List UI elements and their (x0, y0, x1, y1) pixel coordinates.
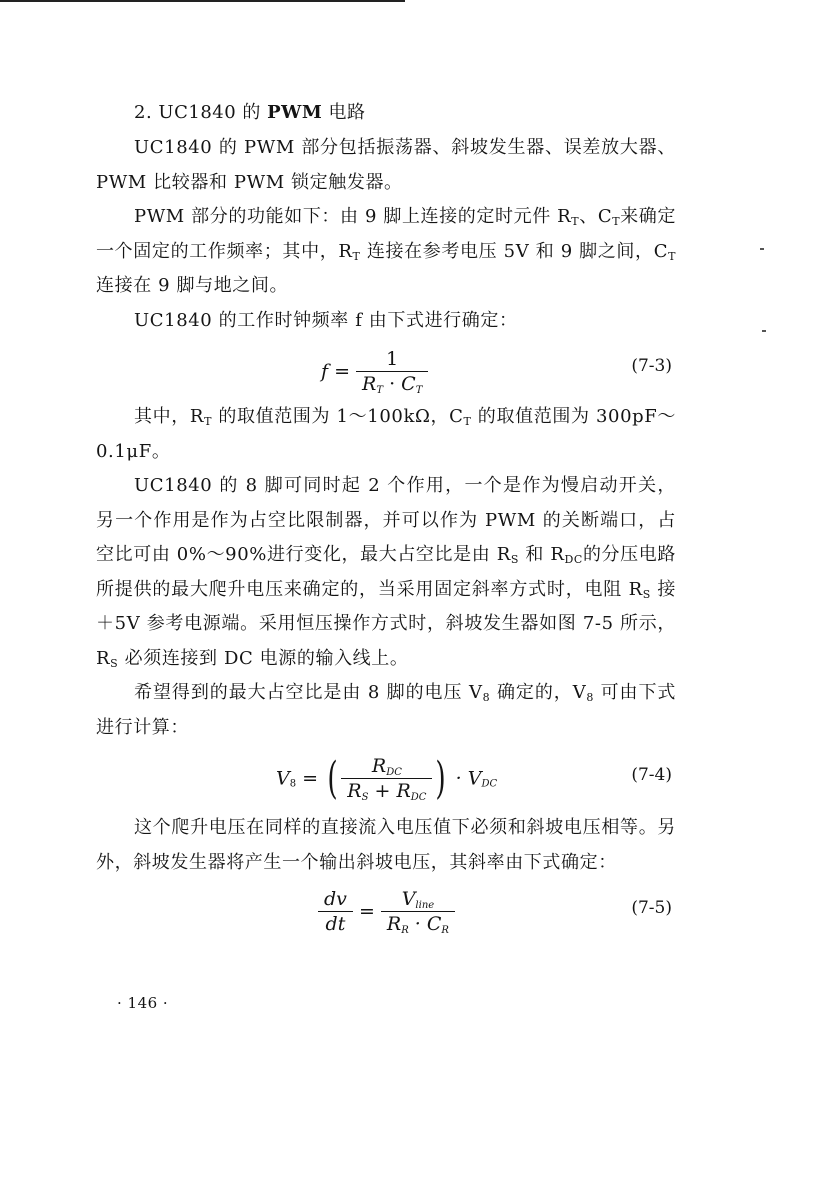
text-run: PWM 部分的功能如下：由 9 脚上连接的定时元件 R (134, 206, 572, 227)
paragraph-ranges (96, 400, 676, 469)
den-symbol: R (362, 373, 377, 395)
subscript: DC (481, 778, 498, 790)
subscript: T (612, 215, 621, 228)
den-operator: · (383, 373, 402, 395)
document-page (96, 97, 676, 944)
text-run: 的取值范围为 300pF～0.1μF。 (96, 406, 676, 462)
section-heading (134, 97, 676, 129)
section-title-pre: UC1840 的 (158, 102, 268, 123)
equation-lhs: f = (321, 360, 350, 383)
fraction (356, 348, 428, 395)
right-parenthesis: ) (435, 753, 447, 804)
subscript: line (415, 900, 435, 911)
paragraph-text: UC1840 的 PWM 部分包括振荡器、斜坡发生器、误差放大器、PWM 比较器和 PWM 锁定触发器。 (96, 137, 676, 193)
text-run: 确定的，V (490, 682, 587, 703)
equation-7-3 (96, 338, 676, 400)
page-number: · 146 · (117, 994, 169, 1012)
text-run: UC1840 的 8 脚可同时起 2 个作用，一个是作为慢启动开关，另一个作用是作为占空比限制器，并可以作为 PWM 的关断端口，占空比可由 0%～90%进行变化，最大占空比是由 R (96, 475, 676, 565)
num-symbol: V (401, 888, 416, 910)
equation-rhs: · V (455, 767, 482, 790)
paragraph-overview (96, 131, 676, 200)
fraction-numerator (341, 755, 432, 779)
subscript: DC (564, 553, 583, 566)
text-run: 、C (579, 206, 613, 227)
den-symbol: C (401, 373, 416, 395)
text-run: 其中，R (134, 406, 205, 427)
subscript: R (441, 925, 449, 936)
equation-number: (7-3) (631, 356, 672, 376)
text-run: 的分压电路所提供的最大爬升电压来确定的，当采用固定斜率方式时，电阻 R (96, 544, 676, 600)
subscript: S (110, 656, 119, 670)
fraction (341, 755, 432, 802)
subscript: DC (386, 767, 402, 778)
equation-lhs: V (276, 767, 290, 790)
den-term: + R (368, 780, 411, 802)
subscript: S (510, 553, 520, 566)
den-term: · C (408, 913, 442, 935)
equation-body (276, 753, 497, 804)
equation-7-4 (96, 745, 676, 811)
fraction-denominator: dt (325, 913, 346, 935)
subscript: 8 (289, 778, 297, 790)
text-run: 连接在 9 脚与地之间。 (96, 275, 289, 296)
text-run: 和 R (519, 544, 565, 565)
text-run: 来确定一个固定的工作频率；其中，R (96, 206, 676, 262)
equals-sign: = (296, 767, 319, 790)
text-run: 接＋5V 参考电源端。采用恒压操作方式时，斜坡发生器如图 7-5 所示，R (96, 578, 677, 669)
text-run: 希望得到的最大占空比是由 8 脚的电压 V (134, 682, 483, 703)
subscript: S (361, 792, 369, 803)
subscript: 8 (586, 691, 594, 704)
top-scan-rule (0, 0, 405, 2)
scan-speck (760, 248, 764, 250)
subscript: T (204, 415, 213, 428)
equation-7-5 (96, 880, 676, 944)
paragraph-ramp (96, 811, 676, 880)
paragraph-function (96, 200, 676, 304)
subscript: T (668, 249, 676, 263)
text-run: 必须连接到 DC 电源的输入线上。 (118, 647, 409, 669)
subscript: T (352, 249, 361, 263)
subscript: 8 (482, 691, 491, 704)
equation-body (318, 888, 455, 935)
equation-body (321, 348, 428, 395)
fraction-denominator (341, 779, 432, 802)
num-symbol: R (371, 755, 387, 777)
paragraph-text: UC1840 的工作时钟频率 f 由下式进行确定： (134, 309, 518, 331)
fraction-numerator: dv (318, 888, 353, 912)
paragraph-pin8 (96, 469, 676, 676)
section-number: 2. (134, 102, 153, 123)
subscript: S (642, 587, 651, 601)
subscript: DC (410, 792, 427, 803)
fraction-denominator (356, 372, 428, 395)
fraction-denominator (381, 912, 455, 935)
den-symbol: R (386, 913, 402, 935)
fraction-numerator (381, 888, 455, 912)
subscript: T (415, 385, 423, 396)
derivative-fraction (318, 888, 353, 935)
subscript: T (571, 215, 580, 228)
text-run: 连接在参考电压 5V 和 9 脚之间，C (360, 240, 669, 262)
section-title-post: 电路 (322, 102, 366, 123)
section-title-bold: PWM (267, 102, 323, 123)
equals-sign: = (358, 900, 375, 923)
left-parenthesis: ( (327, 753, 338, 804)
subscript: R (401, 925, 409, 936)
subscript: T (376, 385, 384, 396)
fraction-numerator: 1 (356, 348, 428, 372)
text-run: 的取值范围为 1～100kΩ，C (212, 406, 464, 427)
equation-number: (7-5) (631, 898, 672, 918)
text-run: 可由下式进行计算： (96, 682, 677, 738)
equation-number: (7-4) (631, 765, 672, 785)
paragraph-clock (96, 304, 676, 339)
paragraph-text: 这个爬升电压在同样的直接流入电压值下必须和斜坡电压相等。另外，斜坡发生器将产生一个输出斜坡电压，其斜率由下式确定： (96, 817, 676, 873)
paragraph-max-duty (96, 676, 676, 745)
subscript: T (463, 415, 472, 428)
fraction (381, 888, 455, 935)
den-symbol: R (347, 780, 362, 802)
scan-speck (762, 330, 766, 332)
